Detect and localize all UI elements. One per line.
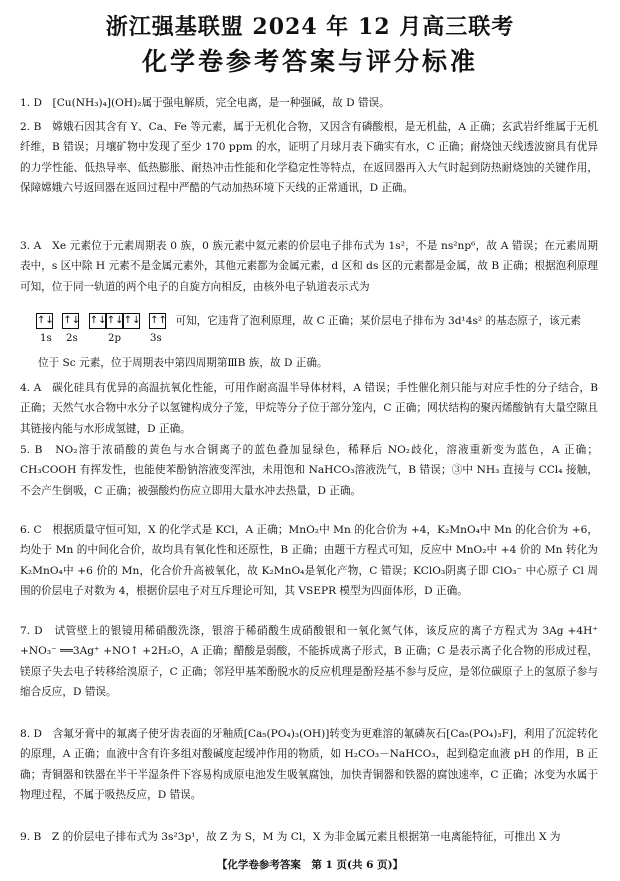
orbital-label-2p: 2p [108,333,122,344]
orbital-label-1s: 1s [40,333,52,344]
answer-3-end: 位于 Sc 元素，位于周期表中第四周期第ⅢB 族，故 D 正确。 [38,357,328,369]
orbital-diagram [36,313,581,329]
answer-3-continued: 可知，它违背了泡利原理，故 C 正确；某价层电子排布为 3d¹4s² 的基态原子，该元素 [175,315,581,327]
orbital-1s: ↑↓ [36,313,53,329]
answer-5: 5. B NO₂溶于浓硝酸的黄色与水合铜离子的蓝色叠加显绿色，稀释后 NO₂歧化，溶液重新变为蓝色，A 正确；CH₃COOH 有挥发性，也能使苯酚钠溶液变浑浊，未用饱和 NaHCO₃溶液洗气，B 错误；③中 NH₃ 直接与 CCl₄ 接触，不会产生倒吸，C 正确；被强酸灼伤应立即用大量水冲去热量，D 正确。 [20,444,598,497]
orbital-label-2s: 2s [66,333,78,344]
answer-6: 6. C 根据质量守恒可知，X 的化学式是 KCl，A 正确；MnO₂中 Mn 的化合价为 +4，K₂MnO₄中 Mn 的化合价为 +6，均处于 Mn 的中间化合价，故均具有氧化性和还原性，B 正确；由题干方程式可知，反应中 MnO₂中 +4 价的 Mn 转化为 K₂MnO₄中 +6 价的 Mn，化合价升高被氧化，故 K₂MnO₄是氧化产物，C 错误；KClO₃阴离子即 ClO₃⁻ 中心原子 Cl 周围的价层电子对数为 4，根据价层电子对互斥理论可知，其 VSEPR 模型为四面体形，D 正确。 [20,524,598,597]
orbital-2p: ↑↓↑↓↑↓ [89,313,140,329]
page-footer: 【化学卷参考答案 第 1 页(共 6 页)】 [216,859,404,871]
answer-3: 3. A Xe 元素位于元素周期表 0 族，0 族元素中氦元素的价层电子排布式为 1s²，不是 ns²np⁶，故 A 错误；在元素周期表中，s 区中除 H 元素不是金属元素外，其他元素都为金属元素，d 区和 ds 区的元素都是金属，故 B 正确；根据泡利原理可知，位于同一轨道的两个电子的自旋方向相反，由核外电子轨道表示式为 [20,240,598,293]
answer-9: 9. B Z 的价层电子排布式为 3s²3p¹，故 Z 为 S，M 为 Cl，X 为非金属元素且根据第一电离能特征，可推出 X 为 [20,831,561,843]
answer-2: 2. B 嫦娥石因其含有 Y、Ca、Fe 等元素，属于无机化合物，又因含有磷酸根，是无机盐，A 正确；玄武岩纤维属于无机纤维，B 错误；月壤矿物中发现了至少 170 ppm 的水，证明了月球月表下确实有水，C 正确；耐烧蚀天线透波窗具有优异的力学性能、低热导率、低热膨胀、耐热冲击性能和化学稳定性等特点，在返回器再入大气时起到防热耐烧蚀的关键作用，保障嫦娥六号返回器在返回过程中严酷的气动加热环境下天线的正常通讯，D 正确。 [20,121,598,194]
orbital-2s: ↑↓ [62,313,79,329]
orbital-3s: ↑↑ [149,313,166,329]
answer-4: 4. A 碳化硅具有优异的高温抗氧化性能，可用作耐高温半导体材料，A 错误；手性催化剂只能与对应手性的分子结合，B 正确；天然气水合物中水分子以氢键构成分子笼，甲烷等分子位于部分笼内，C 正确；网状结构的聚丙烯酸钠有大量空隙且其链接内能与水形成氢键，D 正确。 [20,382,598,435]
orbital-label-3s: 3s [150,333,162,344]
answer-7: 7. D 试管壁上的银镜用稀硝酸洗涤，银溶于稀硝酸生成硝酸银和一氧化氮气体，该反应的离子方程式为 3Ag +4H⁺ +NO₃⁻ ══3Ag⁺ +NO↑ +2H₂O，A 正确；醋酸是弱酸，不能拆成离子形式，B 正确；C 是表示离子化合物的形成过程，镁原子失去电子转移给溴原子，C 正确；邻羟甲基苯酚脱水的反应机理是酚羟基不参与反应，是邻位碳原子上的氢原子参与缩合反应，D 错误。 [20,625,598,698]
answer-1: 1. D [Cu(NH₃)₄](OH)₂属于强电解质，完全电离，是一种强碱，故 D 错误。 [20,97,390,109]
document-subtitle: 化学卷参考答案与评分标准 [141,47,478,76]
document-title: 浙江强基联盟 2024 年 12 月高三联考 [105,14,515,40]
answer-8: 8. D 含氟牙膏中的氟离子使牙齿表面的牙釉质[Ca₅(PO₄)₃(OH)]转变为更难溶的氟磷灰石[Ca₅(PO₄)₃F]，利用了沉淀转化的原理，A 正确；血液中含有许多组对酸碱度起缓冲作用的物质，如 H₂CO₃－NaHCO₃，起到稳定血液 pH 的作用，B 正确；青铜器和铁器在半干半湿条件下容易构成原电池发生吸氧腐蚀，加快青铜器和铁器的腐蚀速率，C 正确；冰变为水属于物理过程，不属于吸热反应，D 错误。 [20,728,598,801]
